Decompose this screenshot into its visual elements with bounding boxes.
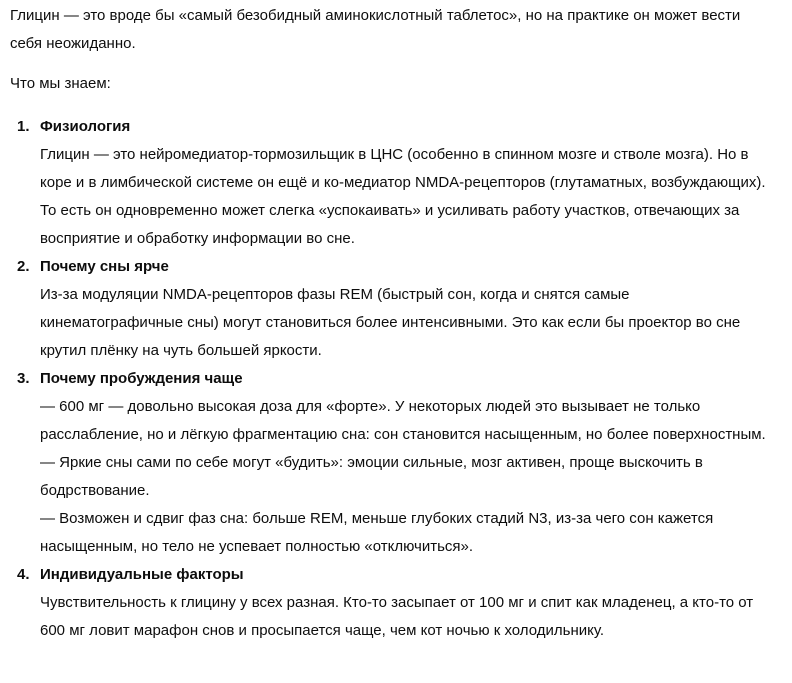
section-lead: Что мы знаем: [10, 75, 111, 92]
list-item-text: Глицин — это нейромедиатор-тормозильщик в ЦНС (особенно в спинном мозге и стволе мозга). Но в коре и в лимбической системе он ещё и ко-медиатор NMDA-рецепторов (глутаматных, возбуждающих). То есть он одновременно может слегка «успокаивать» и усиливать работу участков, отвечающих за восприятие и обработку информации во сне. [40, 146, 766, 247]
list-item-number: 4. [17, 566, 30, 583]
list-item-title: Почему сны ярче [40, 258, 169, 275]
list-item [10, 365, 776, 561]
list-item [10, 113, 776, 253]
list-item-content [40, 113, 776, 253]
list-item-content [40, 561, 776, 645]
list-item-content [40, 365, 776, 561]
list-item-number: 3. [17, 370, 30, 387]
intro-paragraph: Глицин — это вроде бы «самый безобидный аминокислотный таблетос», но на практике он может вести себя неожиданно. [10, 7, 741, 52]
list-item-text: — 600 мг — довольно высокая доза для «форте». У некоторых людей это вызывает не только расслабление, но и лёгкую фрагментацию сна: сон становится насыщенным, но более поверхностным. [40, 398, 766, 443]
list-item-title: Индивидуальные факторы [40, 566, 244, 583]
list-item-number: 1. [17, 118, 30, 135]
list-item-title: Почему пробуждения чаще [40, 370, 243, 387]
list-item-text: Чувствительность к глицину у всех разная. Кто-то засыпает от 100 мг и спит как младенец, а кто-то от 600 мг ловит марафон снов и просыпается чаще, чем кот ночью к холодильнику. [40, 594, 754, 639]
list-item-title: Физиология [40, 118, 131, 135]
list-item-text: — Яркие сны сами по себе могут «будить»: эмоции сильные, мозг активен, проще выскочить в бодрствование. [40, 454, 703, 499]
list-item [10, 561, 776, 645]
list-item-text: Из-за модуляции NMDA-рецепторов фазы REM (быстрый сон, когда и снятся самые кинематографичные сны) могут становиться более интенсивными. Это как если бы проектор во сне крутил плёнку на чуть большей яркости. [40, 286, 741, 359]
ordered-list [10, 113, 776, 645]
list-item [10, 253, 776, 365]
list-item-content [40, 253, 776, 365]
list-item-number: 2. [17, 258, 30, 275]
list-item-text: — Возможен и сдвиг фаз сна: больше REM, меньше глубоких стадий N3, из-за чего сон кажется насыщенным, но тело не успевает полностью «отключиться». [40, 510, 714, 555]
